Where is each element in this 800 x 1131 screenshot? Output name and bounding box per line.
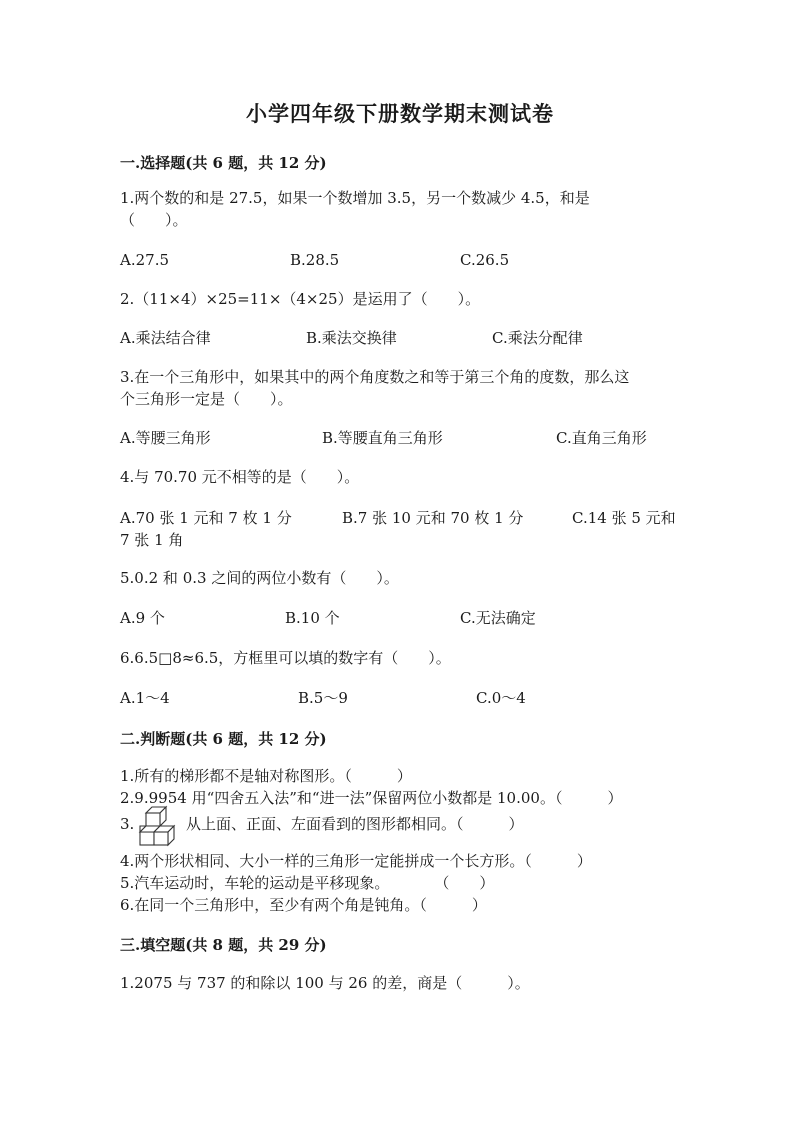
choice-q2: 2.（11×4）×25=11×（4×25）是运用了（ ）。 (120, 290, 481, 308)
section-choice-heading: 一.选择题(共 6 题，共 12 分) (120, 154, 327, 172)
judge-q3-number: 3. (120, 815, 135, 833)
choice-q5-option-a: A.9 个 (120, 609, 165, 627)
choice-q5-option-b: B.10 个 (285, 609, 340, 627)
judge-q1: 1.所有的梯形都不是轴对称图形。（ ） (120, 767, 412, 785)
choice-q3-line1: 3.在一个三角形中，如果其中的两个角度数之和等于第三个角的度数，那么这 (120, 368, 630, 386)
choice-q6: 6.6.5□8≈6.5，方框里可以填的数字有（ ）。 (120, 649, 451, 667)
judge-q5: 5.汽车运动时，车轮的运动是平移现象。 （ ） (120, 874, 495, 892)
choice-q4-option-b: B.7 张 10 元和 70 枚 1 分 (342, 509, 524, 527)
choice-q4-option-c: C.14 张 5 元和 (572, 509, 676, 527)
stacked-cubes-figure (136, 805, 180, 847)
section-fill-heading: 三.填空题(共 8 题，共 29 分) (120, 936, 327, 954)
choice-q4-option-a: A.70 张 1 元和 7 枚 1 分 (120, 509, 292, 527)
choice-q1-option-c: C.26.5 (460, 251, 510, 269)
choice-q3-option-a: A.等腰三角形 (120, 429, 211, 447)
choice-q2-option-b: B.乘法交换律 (306, 329, 397, 347)
choice-q3-option-b: B.等腰直角三角形 (322, 429, 443, 447)
choice-q1-line1: 1.两个数的和是 27.5，如果一个数增加 3.5，另一个数减少 4.5，和是 (120, 189, 590, 207)
choice-q4-option-c-line2: 7 张 1 角 (120, 531, 184, 549)
choice-q1-line2: （ ）。 (120, 211, 188, 229)
choice-q6-option-a: A.1～4 (120, 689, 170, 707)
choice-q2-option-a: A.乘法结合律 (120, 329, 211, 347)
choice-q6-option-b: B.5～9 (298, 689, 348, 707)
fill-q1: 1.2075 与 737 的和除以 100 与 26 的差，商是（ ）。 (120, 974, 530, 992)
judge-q2: 2.9.9954 用“四舍五入法”和“进一法”保留两位小数都是 10.00。（ ） (120, 789, 623, 807)
section-judge-heading: 二.判断题(共 6 题，共 12 分) (120, 730, 327, 748)
judge-q3-text: 从上面、正面、左面看到的图形都相同。（ ） (186, 815, 524, 833)
choice-q6-option-c: C.0～4 (476, 689, 526, 707)
judge-q6: 6.在同一个三角形中，至少有两个角是钝角。（ ） (120, 896, 487, 914)
choice-q3-option-c: C.直角三角形 (556, 429, 647, 447)
choice-q2-option-c: C.乘法分配律 (492, 329, 583, 347)
choice-q5-option-c: C.无法确定 (460, 609, 536, 627)
choice-q4: 4.与 70.70 元不相等的是（ ）。 (120, 468, 360, 486)
choice-q5: 5.0.2 和 0.3 之间的两位小数有（ ）。 (120, 569, 399, 587)
exam-title: 小学四年级下册数学期末测试卷 (246, 101, 554, 126)
choice-q3-line2: 个三角形一定是（ ）。 (120, 390, 293, 408)
judge-q4: 4.两个形状相同、大小一样的三角形一定能拼成一个长方形。（ ） (120, 852, 592, 870)
choice-q1-option-a: A.27.5 (120, 251, 169, 269)
choice-q1-option-b: B.28.5 (290, 251, 340, 269)
